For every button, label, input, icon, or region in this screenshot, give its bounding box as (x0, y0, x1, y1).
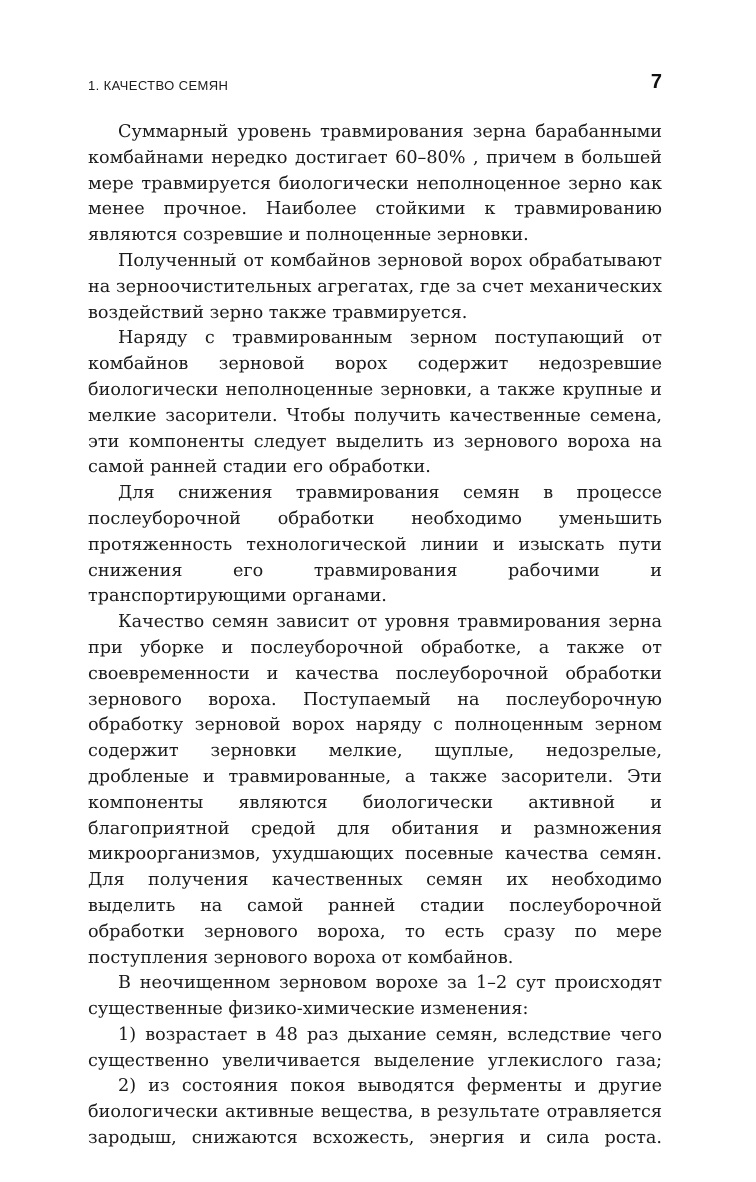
list-item: 2) из состояния покоя выводятся ферменты и другие биологически активные вещества, в результате отравляется зародыш, снижаются всхожесть, энергия и сила роста. (88, 1076, 662, 1149)
paragraph: Качество семян зависит от уровня травмирования зерна при уборке и послеуборочной обработке, а также от своевременности и качества послеуборочной обработки зернового вороха. Поступаемый на послеуборочную обработку зерновой ворох наряду с полноценным зерном содержит зерновки мелкие, щуплые, недозрелые, дробленые и травмированные, а также засорители. Эти компоненты являются биологически активной и благоприятной средой для обитания и размножения микроорганизмов, ухудшающих посевные качества семян. Для получения качественных семян их необходимо выделить на самой ранней стадии послеуборочной обработки зернового вороха, то есть сразу по мере поступления зернового вороха от комбайнов. (88, 612, 662, 968)
paragraph: Для снижения травмирования семян в процессе послеуборочной обработки необходимо уменьшить протяженность технологической линии и изыскать пути снижения его травмирования рабочими и транспортирующими органами. (88, 483, 662, 607)
list-item: 1) возрастает в 48 раз дыхание семян, вследствие чего существенно увеличивается выделение углекислого газа; (88, 1024, 662, 1071)
running-head: 1. КАЧЕСТВО СЕМЯН (88, 78, 229, 93)
paragraph: Полученный от комбайнов зерновой ворох обрабатывают на зерноочистительных агрегатах, где за счет механических воздействий зерно также травмируется. (88, 250, 662, 323)
page-number: 7 (650, 71, 662, 93)
paragraph: Суммарный уровень травмирования зерна барабанными комбайнами нередко достигает 60–80% , причем в большей мере травмируется биологически неполноценное зерно как менее прочное. Наиболее стойкими к травмированию являются созревшие и полноценные зерновки. (88, 122, 662, 246)
paragraph: Наряду с травмированным зерном поступающий от комбайнов зерновой ворох содержит недозревшие биологически неполноценные зерновки, а также крупные и мелкие засорители. Чтобы получить качественные семена, эти компоненты следует выделить из зернового вороха на самой ранней стадии его обработки. (88, 328, 662, 478)
paragraph: В неочищенном зерновом ворохе за 1–2 сут происходят существенные физико-химические изменения: (88, 973, 662, 1020)
body-text (88, 120, 662, 1152)
